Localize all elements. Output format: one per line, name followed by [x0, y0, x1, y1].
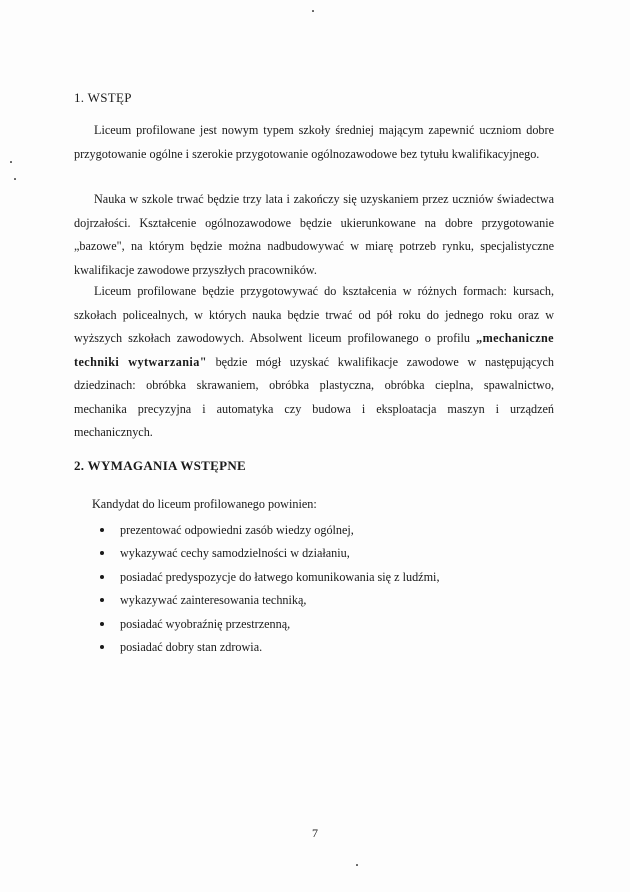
paragraph: [74, 280, 554, 445]
list-item: [100, 569, 440, 592]
requirements-intro: Kandydat do liceum profilowanego powinien:: [92, 497, 317, 511]
profile-name: „mechaniczne techniki wytwarzania": [74, 331, 554, 369]
list-item-text: posiadać predyspozycje do łatwego komunikowania się z ludźmi,: [120, 569, 440, 584]
list-item: [100, 545, 440, 568]
paragraph: Nauka w szkole trwać będzie trzy lata i zakończy się uzyskaniem przez uczniów świadectwa dojrzałości. Kształcenie ogólnozawodowe będzie ukierunkowane na dobre przygotowanie „bazowe", na którym będzie można nadbudowywać w miarę potrzeb rynku, specjalistyczne kwalifikacje zawodowe przyszłych pracowników.: [74, 192, 554, 277]
section-heading-intro: 1. WSTĘP: [74, 90, 132, 105]
list-item-text: wykazywać cechy samodzielności w działaniu,: [120, 546, 350, 561]
list-item-text: wykazywać zainteresowania techniką,: [120, 593, 307, 608]
list-item-text: prezentować odpowiedni zasób wiedzy ogólnej,: [120, 523, 354, 537]
list-item: [100, 592, 440, 615]
scan-speck: [356, 864, 358, 866]
list-item: [100, 616, 440, 639]
paragraph-text: Liceum profilowane będzie przygotowywać do kształcenia w różnych formach: kursach, szkołach policealnych, w których nauka będzie trwać od pół roku do jednego roku oraz w wyższych szkołach zawodowych. Absolwent liceum profilowanego o profilu: [74, 284, 554, 345]
bullet-icon: [100, 622, 104, 626]
list-item: [100, 522, 440, 545]
bullet-icon: [100, 575, 104, 579]
bullet-icon: [100, 551, 104, 555]
page-number: 7: [312, 826, 318, 840]
list-item-text: posiadać wyobraźnię przestrzenną,: [120, 616, 291, 631]
bullet-icon: [100, 598, 104, 602]
scan-speck: [312, 10, 314, 12]
list-item: [100, 639, 440, 662]
paragraph-text: będzie mógł uzyskać kwalifikacje zawodowe w następujących dziedzinach: obróbka skrawaniem, obróbka plastyczna, obróbka cieplna, spawalnictwo, mechanika precyzyjna i automatyka czy budowa i eksploatacja maszyn i urządzeń mechanicznych.: [74, 354, 554, 439]
section-heading-requirements: 2. WYMAGANIA WSTĘPNE: [74, 458, 247, 473]
bullet-icon: [100, 528, 104, 532]
paragraph: Liceum profilowane jest nowym typem szkoły średniej mającym zapewnić uczniom dobre przygotowanie ogólne i szerokie przygotowanie ogólnozawodowe bez tytułu kwalifikacyjnego.: [74, 123, 554, 161]
requirements-list: [100, 522, 440, 662]
scan-speck: [10, 161, 12, 163]
list-item-text: posiadać dobry stan zdrowia.: [120, 639, 263, 654]
scan-speck: [14, 178, 16, 180]
bullet-icon: [100, 645, 104, 649]
